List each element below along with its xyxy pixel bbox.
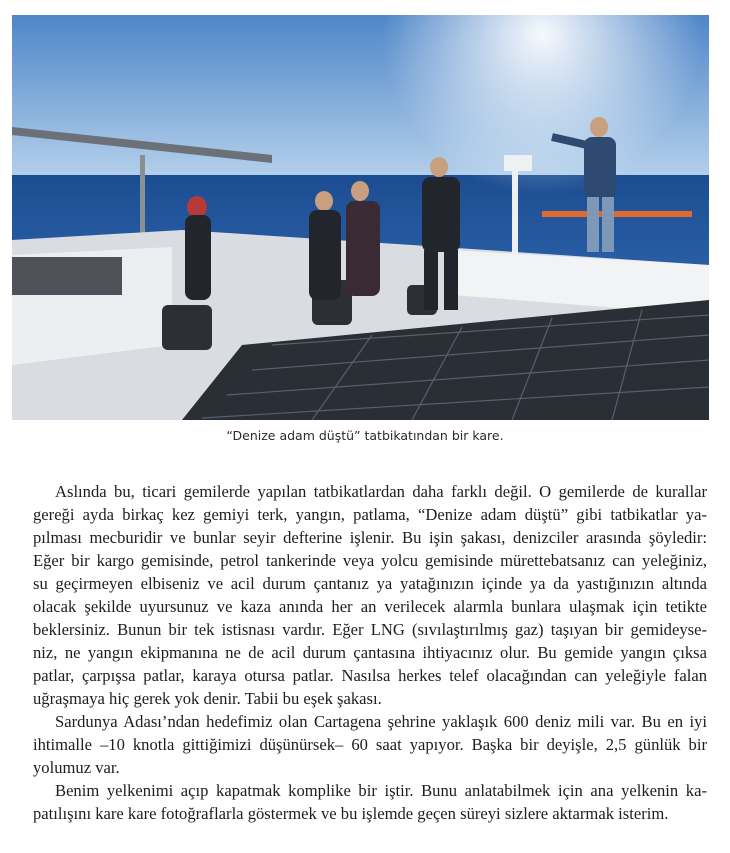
- text-line: olacak şekilde uyursunuz ve kaza anında her an verilecek alarmla bunlara ulaşmak için tetikte: [33, 597, 707, 616]
- text-line: Aslında bu, ticari gemilerde yapılan tatbikatlardan daha farklı değil. O gemilerde de kurallar: [55, 482, 707, 501]
- text-line: gereği ayda birkaç kez gemiyi terk, yangın, patlama, “Denize adam düştü” gibi tatbikatlar ya-: [33, 505, 707, 524]
- photo-caption: “Denize adam düştü” tatbikatından bir kare.: [226, 428, 504, 443]
- text-line: niz, ne yangın ekipmanına ne de acil durum çantasına ihtiyacınız olur. Bu gemide yangın çıksa: [33, 643, 707, 662]
- text-line: Benim yelkenimi açıp kapatmak komplike bir iştir. Bunu anlatabilmek için ana yelkenin ka-: [55, 781, 707, 800]
- text-line: Eğer bir kargo gemisinde, petrol tankerinde veya yolcu gemisinde mürettebatsanız can yeleğiniz,: [33, 551, 707, 570]
- text-line: patılışını kare kare fotoğraflarla göstermek ve bu işlemde geçen süreyi sizlere aktarmak isterim.: [33, 804, 669, 823]
- text-line: yolumuz var.: [33, 758, 120, 777]
- text-line: ihtimalle –10 knotla gittiğimizi düşünürsek– 60 saat yapıyor. Başka bir deyişle, 2,5 günlük bir: [33, 735, 707, 754]
- paragraph-3: [33, 779, 707, 825]
- text-line: uğraşmaya hiç gerek yok denir. Tabii bu eşek şakası.: [33, 689, 382, 708]
- paragraph-2: [33, 710, 707, 779]
- article-body: [33, 480, 707, 825]
- text-line: su geçirmeyen elbiseniz ve acil durum çantanız ya yatağınızın içinde ya da yastığınızın altında: [33, 574, 707, 593]
- text-line: pılması mecburidir ve bunlar seyir defterine işlenir. Bu işin şakası, denizciler arasında şöyledir:: [33, 528, 707, 547]
- text-line: Sardunya Adası’ndan hedefimiz olan Cartagena şehrine yaklaşık 600 deniz mili var. Bu en iyi: [55, 712, 707, 731]
- paragraph-1: [33, 480, 707, 710]
- photo-illustration: [12, 15, 709, 420]
- text-line: patlar, çarpışsa patlar, karaya otursa patlar. Nasılsa herkes telef olacağından can yeleğiyle falan: [33, 666, 707, 685]
- catamaran-photo: [12, 15, 709, 420]
- text-line: beklersiniz. Bunun bir tek istisnası vardır. Eğer LNG (sıvılaştırılmış gaz) taşıyan bir gemideyse-: [33, 620, 707, 639]
